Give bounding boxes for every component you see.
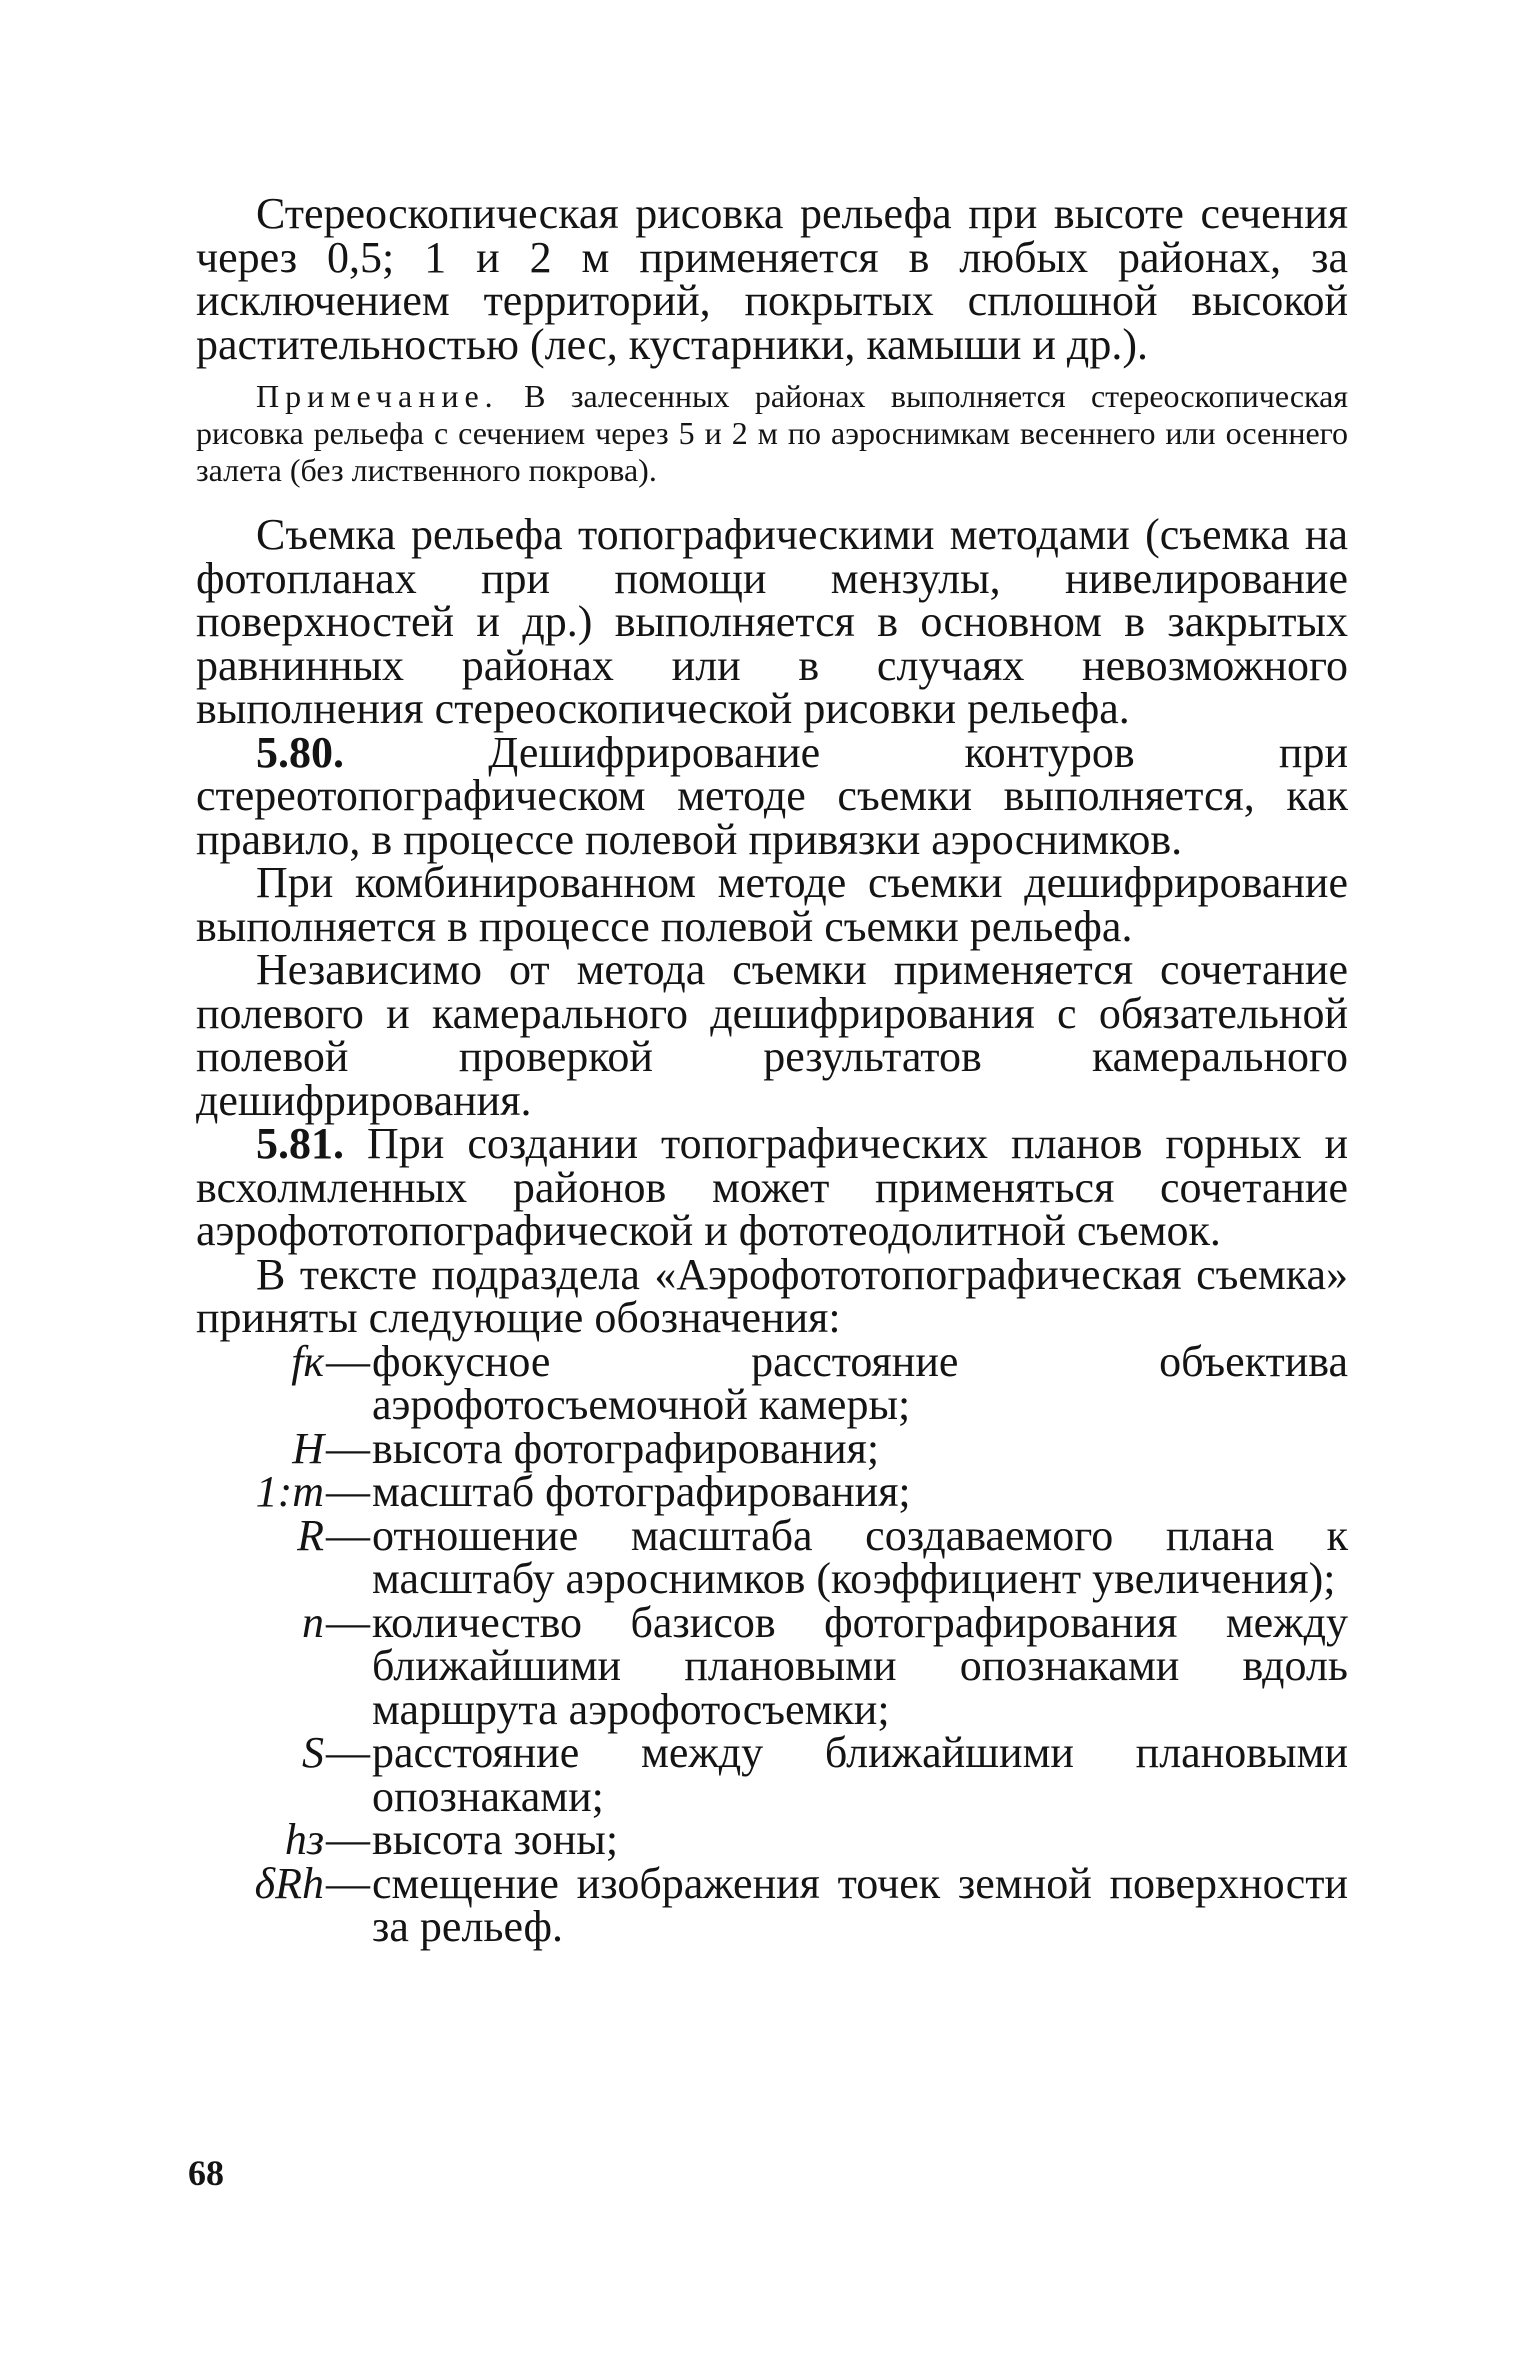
page-body [196, 189, 1349, 1951]
definition-text: высота фотографирования; [372, 1423, 880, 1473]
definition-dash: — [326, 1597, 370, 1647]
definition-symbol: R [297, 1510, 324, 1560]
paragraph-notation-intro: В тексте подраздела «Аэрофототопографическая съемка» приняты следующие обозначения: [196, 1249, 1348, 1342]
definition-text: количество базисов фотографирования между ближайшими плановыми опознаками вдоль маршрута аэрофотосъемки; [372, 1597, 1348, 1734]
section-number-5-80: 5.80. [256, 727, 344, 777]
paragraph-combined-method: При комбинированном методе съемки дешифрирование выполняется в процессе полевой съемки рельефа. [196, 858, 1348, 951]
paragraph-5-81 [196, 1119, 1348, 1255]
definition-symbol: fк [291, 1336, 324, 1386]
definition-dash: — [326, 1858, 370, 1908]
definition-symbol: hз [284, 1815, 324, 1864]
definition-symbol: δRh [254, 1858, 324, 1908]
note-label: Примечание. [256, 378, 499, 414]
definition-text: смещение изображения точек земной поверхности за рельеф. [372, 1858, 1348, 1951]
section-number-5-81: 5.81. [256, 1119, 344, 1168]
definition-row [196, 1467, 1348, 1516]
definition-symbol: S [302, 1728, 324, 1777]
paragraph-5-80-text: Дешифрирование контуров при стереотопографическом методе съемки выполняется, как правило, в процессе полевой привязки аэроснимков. [196, 727, 1348, 864]
page-number: 68 [188, 2153, 224, 2193]
definition-dash: — [326, 1510, 370, 1560]
paragraph-topographic-methods: Съемка рельефа топографическими методами (съемка на фотопланах при помощи мензулы, нивелирование поверхностей и др.) выполняется в основном в закрытых равнинных районах или в случаях невозможного выполнения стереоскопической рисовки рельефа. [196, 510, 1348, 733]
paragraph-5-81-text: При создании топографических планов горных и всхолмленных районов может применяться сочетание аэрофототопографической и фототеодолитной съемок. [196, 1119, 1348, 1255]
paragraph-stereoscopic-relief: Стереоскопическая рисовка рельефа при высоте сечения через 0,5; 1 и 2 м применяется в любых районах, за исключением территорий, покрытых сплошной высокой растительностью (лес, кустарники, камыши и др.). [196, 189, 1348, 369]
definition-row [196, 1728, 1348, 1821]
definition-row [196, 1597, 1348, 1734]
definition-row [196, 1815, 1348, 1864]
paragraph-5-80 [196, 727, 1348, 864]
definition-dash: — [326, 1467, 370, 1516]
definition-symbol: n [302, 1597, 324, 1647]
note-text: В залесенных районах выполняется стереоскопическая рисовка рельефа с сечением через 5 и 2 м по аэроснимкам весеннего или осеннего залета (без лиственного покрова). [196, 378, 1349, 488]
definition-text: расстояние между ближайшими плановыми опознаками; [372, 1728, 1348, 1821]
definition-text: высота зоны; [372, 1815, 619, 1864]
note-paragraph [196, 378, 1348, 489]
definition-text: фокусное расстояние объектива аэрофотосъемочной камеры; [372, 1336, 1348, 1429]
definition-dash: — [326, 1815, 370, 1864]
definition-dash: — [326, 1423, 370, 1473]
definitions-list [196, 1336, 1348, 1951]
definition-row [196, 1423, 1348, 1473]
paragraph-field-office-interpretation: Независимо от метода съемки применяется сочетание полевого и камерального дешифрирования с обязательной полевой проверкой результатов камерального дешифрирования. [196, 945, 1348, 1125]
definition-row [196, 1510, 1348, 1603]
definition-row [196, 1336, 1348, 1429]
definition-text: масштаб фотографирования; [372, 1467, 911, 1516]
definition-symbol: 1:m [255, 1467, 324, 1516]
definition-dash: — [326, 1336, 370, 1386]
definition-symbol: H [292, 1423, 324, 1473]
definition-row [196, 1858, 1348, 1951]
definition-dash: — [326, 1728, 370, 1777]
definition-text: отношение масштаба создаваемого плана к масштабу аэроснимков (коэффициент увеличения); [372, 1510, 1348, 1603]
